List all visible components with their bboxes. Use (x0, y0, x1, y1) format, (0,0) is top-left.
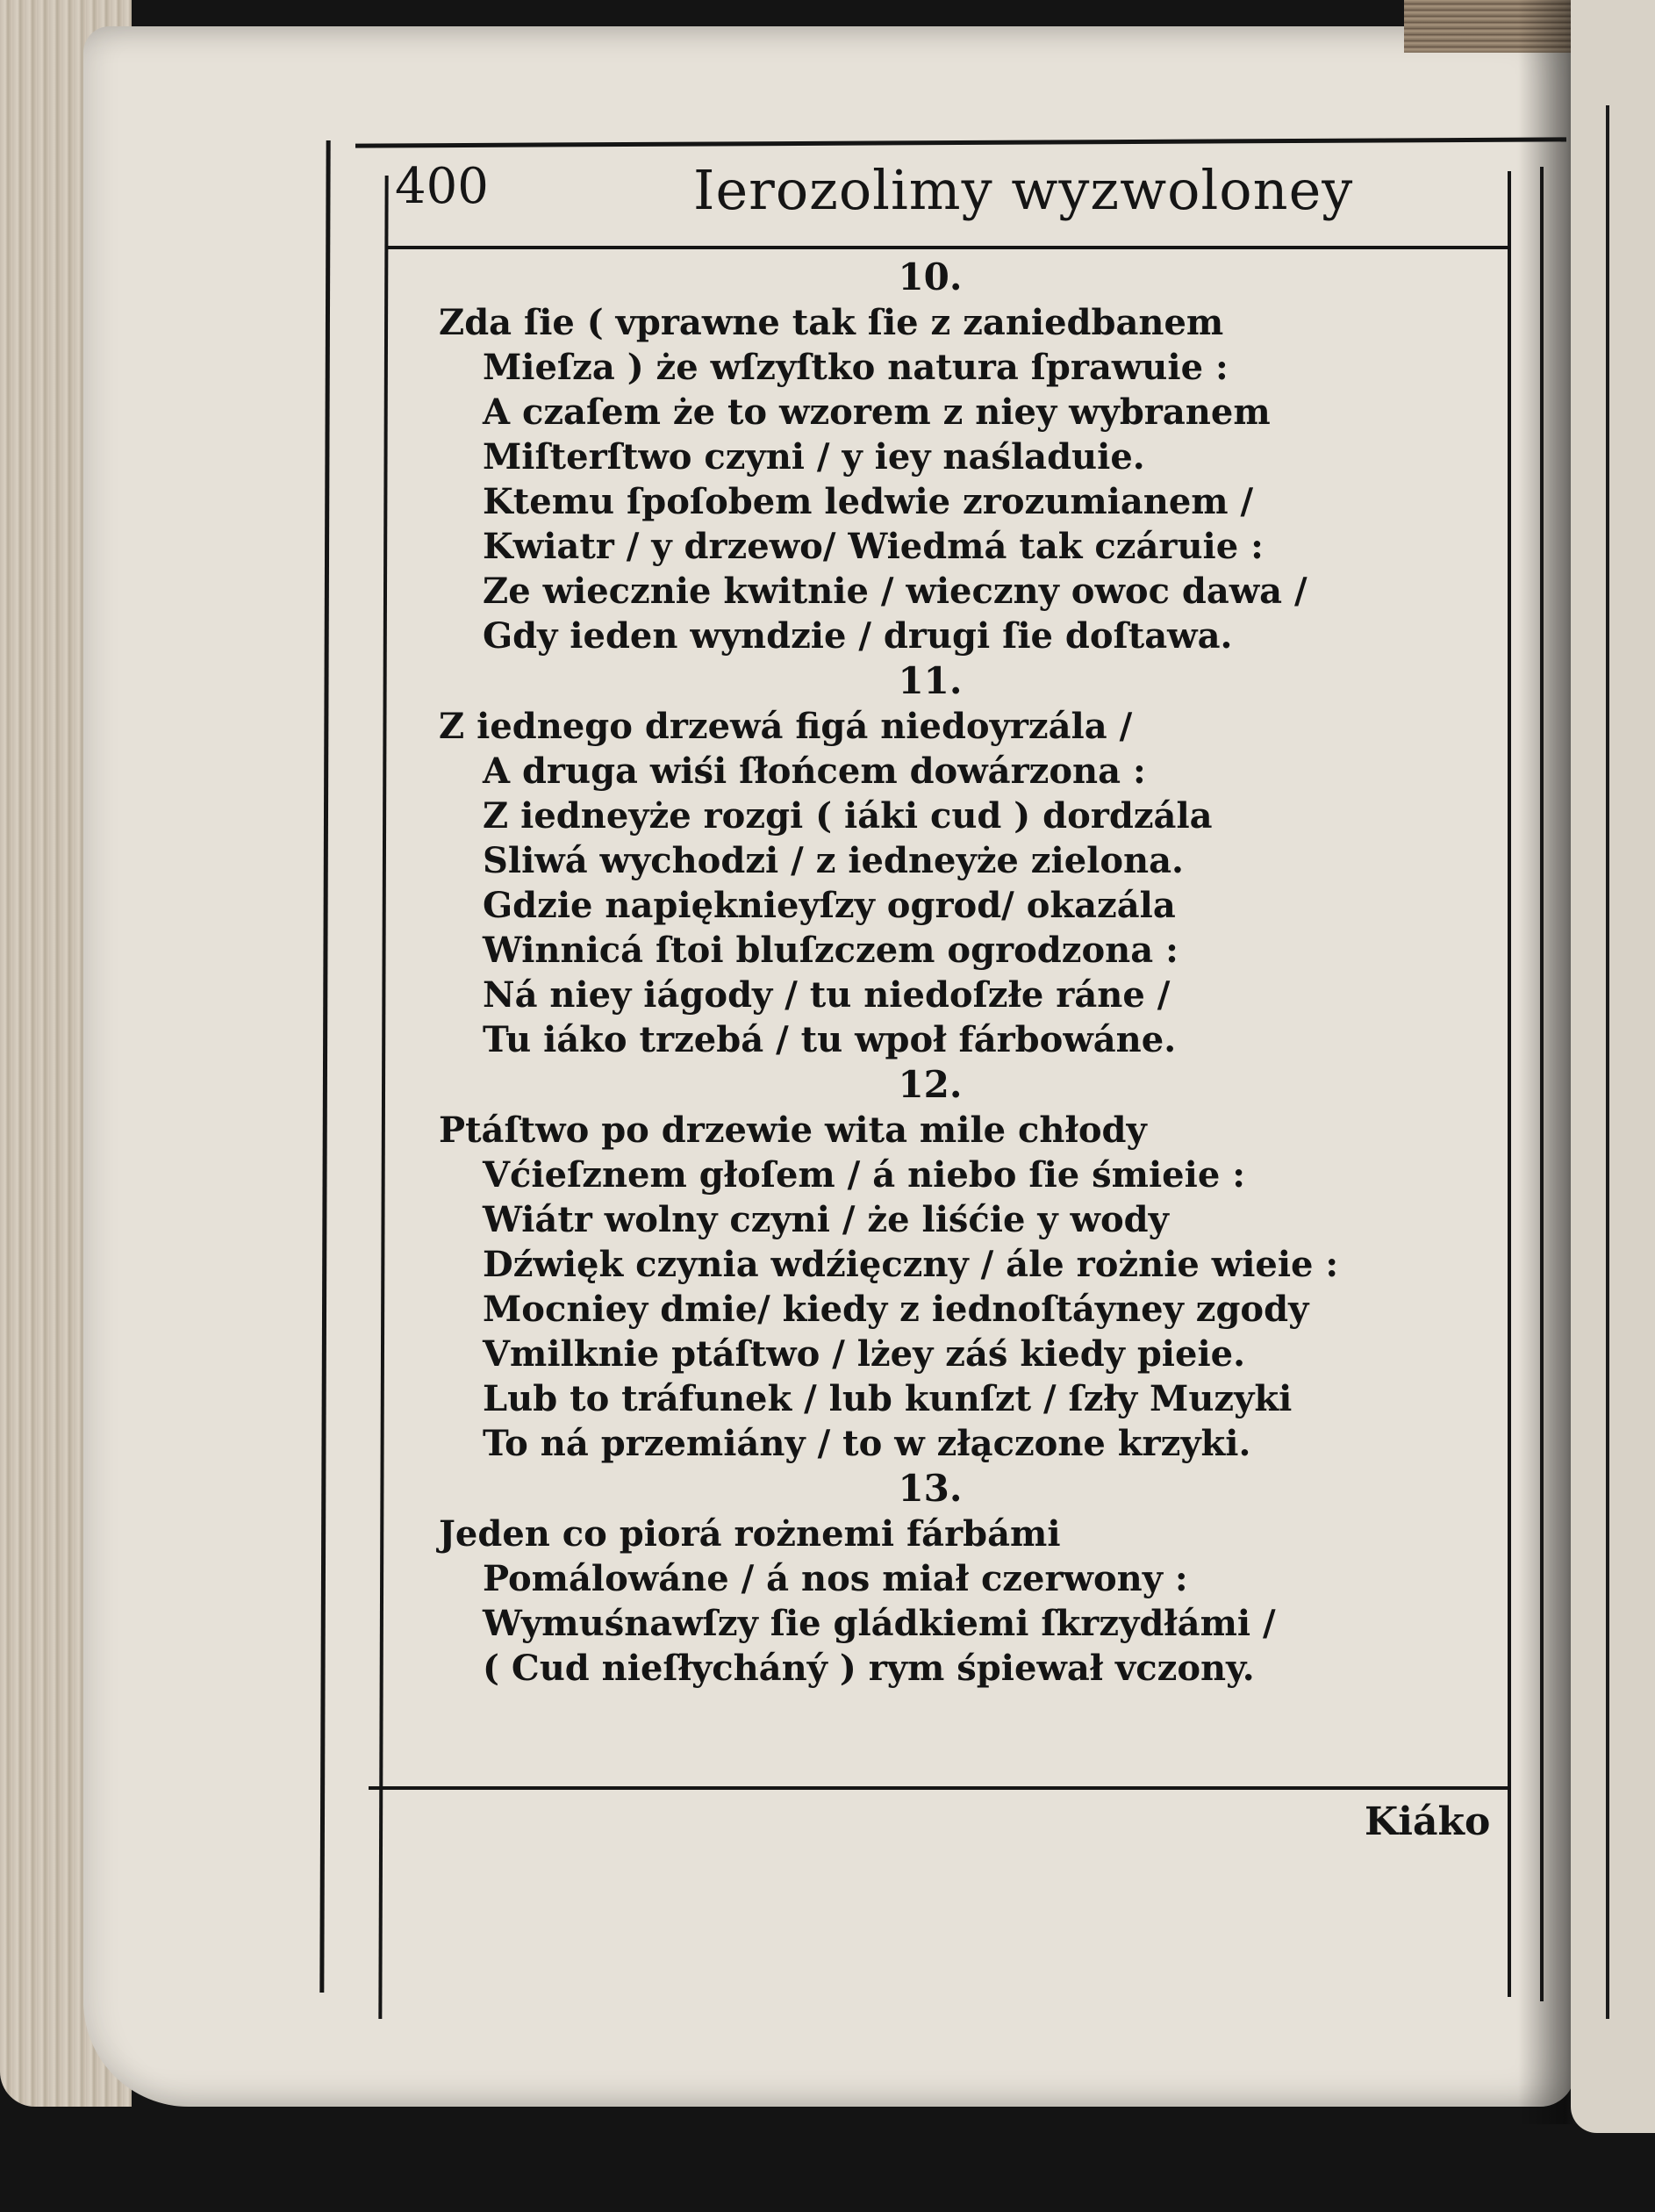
stanza (439, 1466, 1474, 1691)
verse-line: Vćieſznem głoſem / á niebo ſie śmieie : (483, 1154, 1245, 1196)
verse-line: Ze wiecznie kwitnie / wieczny owoc dawa / (483, 571, 1308, 612)
verse-line: Miſterſtwo czyni / y iey naśladuie. (483, 436, 1145, 478)
stanza-number: 13. (898, 1467, 963, 1510)
running-title: Ierozolimy wyzwoloney (693, 158, 1354, 222)
facing-page (1571, 0, 1655, 2133)
verse-line: Dźwięk czynia wdźięczny / ále rożnie wieie : (483, 1244, 1339, 1285)
verse-line: Z iedneyże rozgi ( iáki cud ) dordzála (483, 795, 1213, 837)
stanza-number: 10. (898, 255, 963, 298)
verse-line: Gdzie napięknieyſzy ogrod/ okazála (483, 885, 1176, 926)
stanza (439, 1062, 1474, 1466)
verse-line: Ktemu ſpoſobem ledwie zrozumianem / (483, 481, 1254, 522)
frame-rule-header (386, 246, 1509, 249)
stanza-number: 12. (898, 1063, 963, 1106)
verse-line: Winnicá ſtoi bluſzczem ogrodzona : (483, 930, 1179, 971)
facing-page-rule (1606, 105, 1609, 2019)
catchword: Kiáko (1365, 1799, 1491, 1844)
verse-line: Sliwá wychodzi / z iedneyże zielona. (483, 840, 1184, 881)
verse-line: Ná niey iágody / tu niedoſzłe ráne / (483, 974, 1171, 1016)
verse-line: Wymuśnawſzy ſie gládkiemi ſkrzydłámi / (483, 1603, 1276, 1644)
verse-line: Tu iáko trzebá / tu wpoł fárbowáne. (483, 1019, 1177, 1060)
verse-line: Ptáſtwo po drzewie wita mile chłody (439, 1110, 1147, 1151)
page-header (395, 158, 1501, 237)
verse-line: Z iednego drzewá figá niedoyrzála / (439, 706, 1133, 747)
verse-line: Zda ſie ( vprawne tak ſie z zaniedbanem (439, 302, 1224, 343)
verse-line: Gdy ieden wyndzie / drugi ſie doſtawa. (483, 615, 1233, 657)
frame-rule-bottom (369, 1786, 1509, 1790)
verse-line: A czaſem że to wzorem z niey wybranem (483, 391, 1271, 433)
verse-line: Lub to tráfunek / lub kunſzt / ſzły Muzyki (483, 1378, 1293, 1419)
frame-rule-right-outer (1540, 167, 1544, 2001)
verse-line: Kwiatr / y drzewo/ Wiedmá tak czáruie : (483, 526, 1264, 567)
frame-rule-right-inner (1508, 171, 1511, 1997)
verse-line: Mieſza ) że wſzyſtko natura ſprawuie : (483, 347, 1229, 388)
verse-line: A druga wiśi ſłońcem dowárzona : (483, 750, 1146, 792)
stanza-number: 11. (898, 659, 963, 702)
verse-line: Pomálowáne / á nos miał czerwony : (483, 1558, 1188, 1599)
verse-line: Jeden co piorá rożnemi fárbámi (439, 1513, 1061, 1555)
verse-line: Vmilknie ptáſtwo / lżey záś kiedy pieie. (483, 1333, 1246, 1375)
verse-line: ( Cud nieſłycháný ) rym śpiewał vczony. (483, 1648, 1255, 1689)
stanza (439, 658, 1474, 1062)
verse-line: To ná przemiány / to w złączone krzyki. (483, 1423, 1251, 1464)
poem-text (439, 255, 1474, 1691)
stanza (439, 255, 1474, 658)
verse-line: Wiátr wolny czyni / że liśćie y wody (483, 1199, 1169, 1240)
page-number: 400 (395, 158, 489, 215)
verse-line: Mocniey dmie/ kiedy z iednoſtáyney zgody (483, 1289, 1309, 1330)
